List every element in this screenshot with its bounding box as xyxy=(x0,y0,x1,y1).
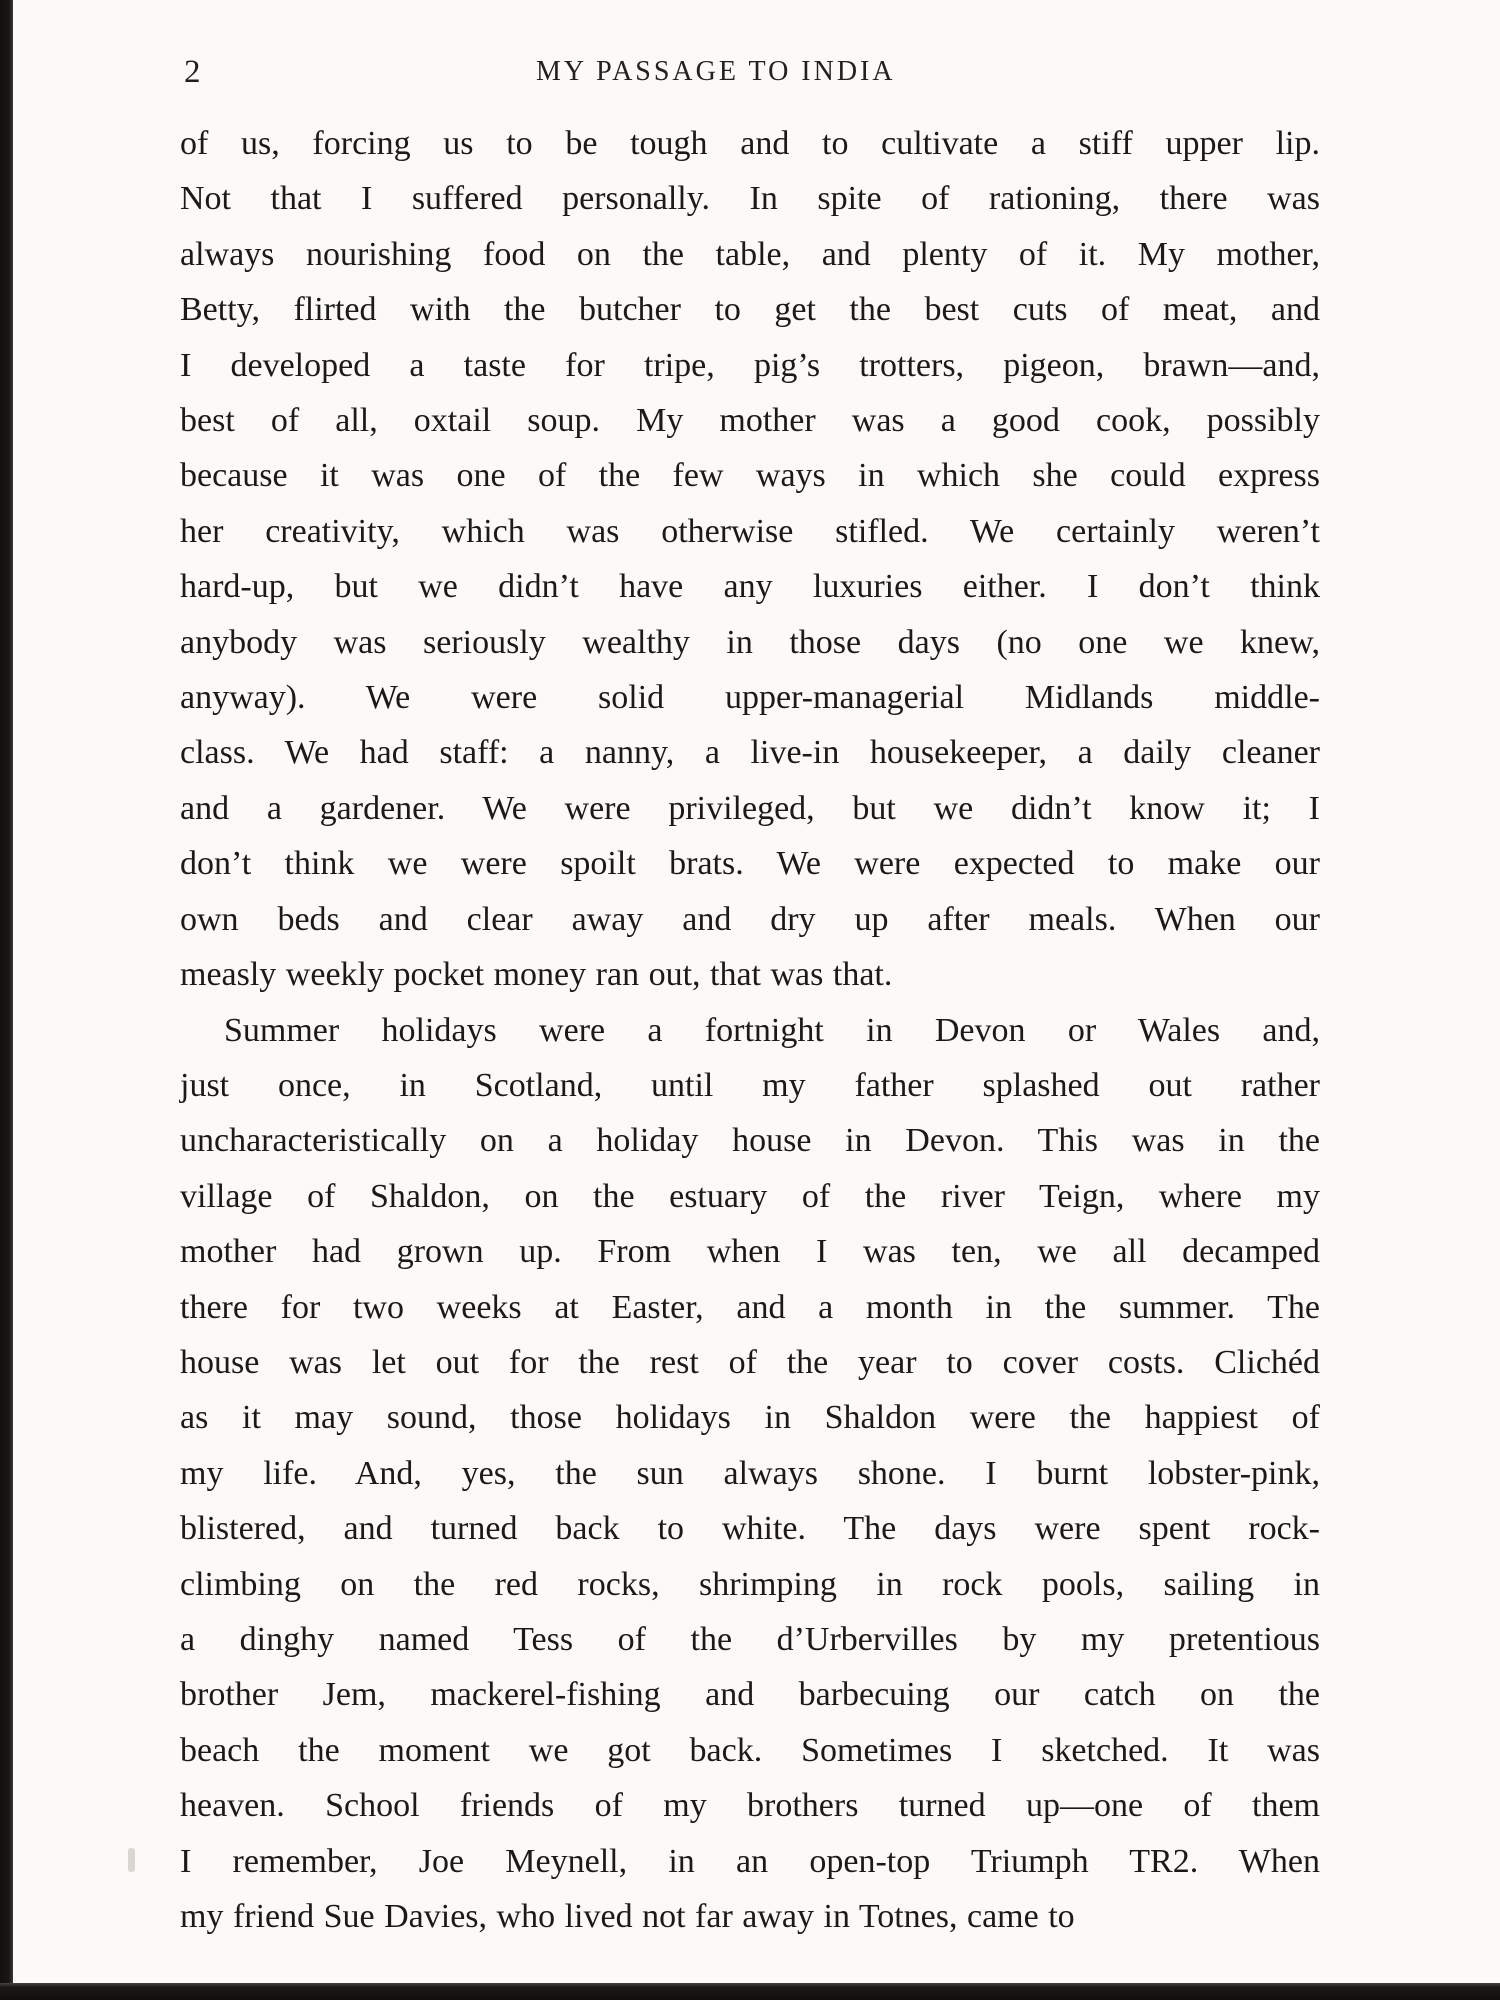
text-line: always nourishing food on the table, and plenty of it. My mother, xyxy=(180,235,1320,273)
text-line: measly weekly pocket money ran out, that was that. xyxy=(180,956,893,994)
text-line: and a gardener. We were privileged, but we didn’t know it; I xyxy=(180,789,1320,827)
text-line: heaven. School friends of my brothers turned up—one of them xyxy=(180,1787,1320,1825)
text-line: village of Shaldon, on the estuary of the river Teign, where my xyxy=(180,1177,1320,1215)
scan-smudge-artifact xyxy=(128,1848,135,1872)
paragraph xyxy=(180,116,1320,1003)
text-line: my friend Sue Davies, who lived not far away in Totnes, came to xyxy=(180,1898,1075,1935)
text-line: there for two weeks at Easter, and a month in the summer. The xyxy=(180,1288,1320,1326)
scan-bottom-edge xyxy=(0,1983,1500,2000)
text-line: just once, in Scotland, until my father splashed out rather xyxy=(180,1066,1320,1104)
text-line: own beds and clear away and dry up after meals. When our xyxy=(180,900,1320,938)
text-line: mother had grown up. From when I was ten, we all decamped xyxy=(180,1233,1320,1271)
text-line: anyway). We were solid upper-managerial Midlands middle- xyxy=(180,679,1320,717)
text-line: my life. And, yes, the sun always shone. I burnt lobster-pink, xyxy=(180,1454,1320,1492)
text-line: beach the moment we got back. Sometimes I sketched. It was xyxy=(180,1731,1320,1769)
text-line: best of all, oxtail soup. My mother was a good cook, possibly xyxy=(180,402,1320,440)
paragraph xyxy=(180,1003,1320,1945)
text-line: don’t think we were spoilt brats. We were expected to make our xyxy=(180,845,1320,883)
text-line: blistered, and turned back to white. The days were spent rock- xyxy=(180,1510,1320,1548)
text-line: because it was one of the few ways in which she could express xyxy=(180,457,1320,495)
text-line: a dinghy named Tess of the d’Urbervilles by my pretentious xyxy=(180,1620,1320,1658)
text-line: climbing on the red rocks, shrimping in rock pools, sailing in xyxy=(180,1565,1320,1603)
text-line: of us, forcing us to be tough and to cultivate a stiff upper lip. xyxy=(180,125,1320,162)
text-line: uncharacteristically on a holiday house in Devon. This was in the xyxy=(180,1122,1320,1160)
page-number: 2 xyxy=(184,54,202,90)
text-line: Summer holidays were a fortnight in Devon or Wales and, xyxy=(224,1011,1320,1049)
running-head-title: MY PASSAGE TO INDIA xyxy=(535,56,896,87)
page-header xyxy=(180,52,1320,94)
scan-left-edge xyxy=(0,0,13,2000)
text-line: I developed a taste for tripe, pig’s trotters, pigeon, brawn—and, xyxy=(180,346,1320,384)
text-line: Not that I suffered personally. In spite of rationing, there was xyxy=(180,180,1320,218)
text-line: as it may sound, those holidays in Shaldon were the happiest of xyxy=(180,1399,1320,1437)
body-text xyxy=(180,116,1320,1944)
text-line: brother Jem, mackerel-fishing and barbecuing our catch on the xyxy=(180,1676,1320,1714)
text-line: anybody was seriously wealthy in those days (no one we knew, xyxy=(180,623,1320,661)
text-line: house was let out for the rest of the year to cover costs. Clichéd xyxy=(180,1343,1320,1381)
text-line: her creativity, which was otherwise stifled. We certainly weren’t xyxy=(180,512,1320,550)
text-line: Betty, flirted with the butcher to get the best cuts of meat, and xyxy=(180,291,1320,329)
text-line: I remember, Joe Meynell, in an open-top Triumph TR2. When xyxy=(180,1842,1320,1880)
text-line: hard-up, but we didn’t have any luxuries either. I don’t think xyxy=(180,568,1320,606)
text-line: class. We had staff: a nanny, a live-in housekeeper, a daily cleaner xyxy=(180,734,1320,772)
